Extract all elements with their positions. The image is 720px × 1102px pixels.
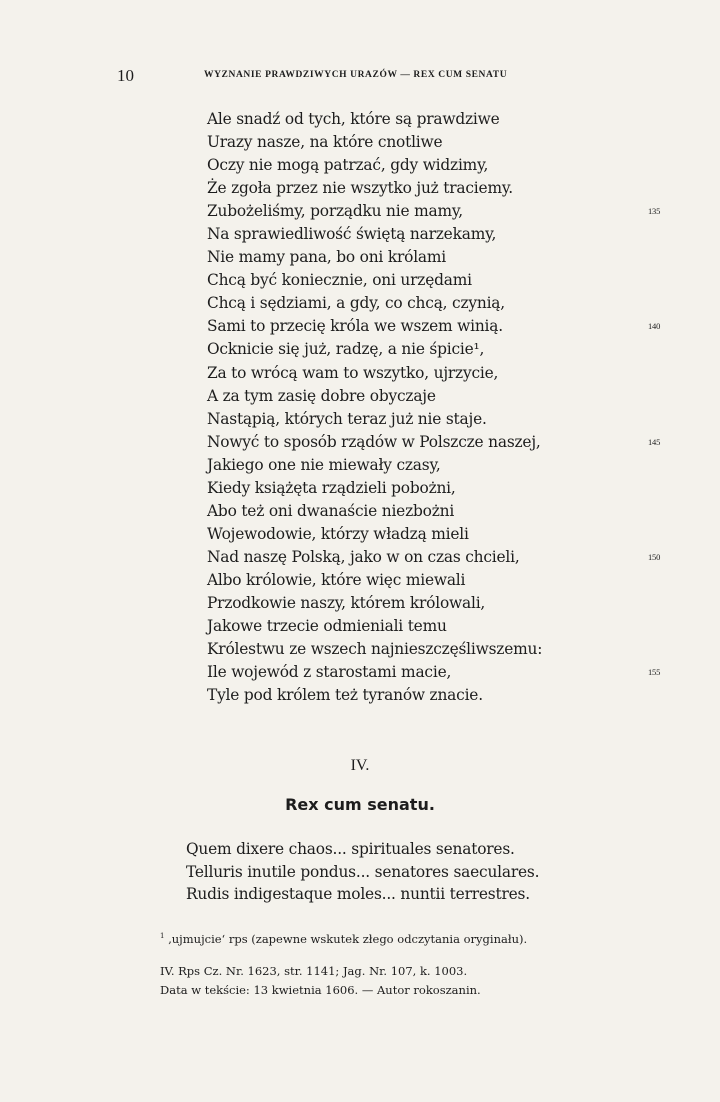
- poem-line: [207, 546, 667, 569]
- poem-line-text: Ile wojewód z starostami macie,: [207, 663, 452, 682]
- poem-line: [207, 569, 667, 592]
- line-number: 145: [648, 436, 661, 447]
- poem-line: [207, 661, 667, 684]
- poem-line-text: Kiedy książęta rządzieli pobożni,: [207, 478, 456, 497]
- poem-line: [207, 292, 667, 315]
- poem-line: [207, 246, 667, 269]
- poem-line-text: Abo też oni dwanaście niezbożni: [207, 501, 455, 520]
- line-number: 135: [648, 206, 661, 217]
- poem-line: [207, 500, 667, 523]
- poem-line-text: Urazy nasze, na które cnotliwe: [207, 133, 443, 152]
- poem-line-text: Nad naszę Polską, jako w on czas chcieli,: [207, 547, 520, 566]
- section-numeral: IV.: [350, 757, 370, 774]
- section-title: Rex cum senatu.: [285, 795, 435, 814]
- page-header: [0, 66, 720, 86]
- poem-line: [207, 362, 667, 385]
- poem-block: [207, 108, 667, 707]
- poem-line-text: Zubożeliśmy, porządku nie mamy,: [207, 202, 463, 221]
- page-number: 10: [117, 66, 134, 85]
- poem-line: [207, 615, 667, 638]
- poem-line: [207, 684, 667, 707]
- footnote-marker: 1: [160, 932, 165, 941]
- poem-line: [207, 638, 667, 661]
- poem-line-text: Ale snadź od tych, które są prawdziwe: [207, 110, 500, 128]
- running-head: WYZNANIE PRAWDZIWYCH URAZÓW — REX CUM SENATU: [204, 70, 508, 80]
- poem-line-text: Nowyć to sposób rządów w Polszcze naszej,: [207, 432, 541, 451]
- poem-line-text: Na sprawiedliwość świętą narzekamy,: [207, 225, 497, 244]
- footnote-text: ‚ujmujcie‘ rps (zapewne wskutek złego odczytania oryginału).: [168, 932, 528, 946]
- line-number: 150: [648, 551, 661, 562]
- poem-line-text: Ocknicie się już, radzę, a nie śpicie¹,: [207, 340, 485, 359]
- latin-line: Rudis indigestaque moles... nuntii terrestres.: [186, 885, 530, 903]
- poem-line: [207, 223, 667, 246]
- poem-line: [207, 385, 667, 408]
- poem-line-text: Chcą i sędziami, a gdy, co chcą, czynią,: [207, 294, 505, 313]
- poem-line-text: Oczy nie mogą patrzać, gdy widzimy,: [207, 156, 489, 175]
- poem-line-text: Wojewodowie, którzy władzą mieli: [207, 524, 469, 543]
- poem-line-text: Nastąpią, których teraz już nie staje.: [207, 409, 487, 428]
- poem-line: [207, 338, 667, 361]
- poem-line: [207, 408, 667, 431]
- poem-line: [207, 431, 667, 454]
- poem-line-text: Że zgoła przez nie wszytko już traciemy.: [207, 179, 513, 198]
- poem-line: [207, 200, 667, 223]
- poem-line-text: A za tym zasię dobre obyczaje: [207, 386, 436, 405]
- poem-line-text: Albo królowie, które więc miewali: [207, 570, 466, 589]
- poem-line-text: Chcą być koniecznie, oni urzędami: [207, 271, 472, 290]
- poem-line: [207, 131, 667, 154]
- poem-line: [207, 177, 667, 200]
- latin-line: Telluris inutile pondus... senatores saeculares.: [186, 862, 540, 881]
- poem-line-text: Jakiego one nie miewały czasy,: [207, 455, 441, 474]
- poem-line: [207, 154, 667, 177]
- poem-line: [207, 523, 667, 546]
- poem-line: [207, 592, 667, 615]
- poem-line-text: Jakowe trzecie odmieniali temu: [207, 617, 447, 636]
- latin-line: Quem dixere chaos... spirituales senatores.: [186, 840, 515, 858]
- footnote: [160, 932, 527, 946]
- source-line: IV. Rps Cz. Nr. 1623, str. 1141; Jag. Nr. 107, k. 1003.: [160, 964, 468, 978]
- poem-line-text: Sami to przecię króla we wszem winią.: [207, 317, 503, 336]
- poem-line-text: Nie mamy pana, bo oni królami: [207, 248, 447, 267]
- poem-line-text: Tyle pod królem też tyranów znacie.: [207, 686, 483, 705]
- latin-epigram: [186, 838, 539, 906]
- source-notes: [160, 962, 481, 1000]
- poem-line: [207, 454, 667, 477]
- line-number: 155: [648, 667, 661, 678]
- poem-line: [207, 269, 667, 292]
- poem-line: [207, 315, 667, 338]
- poem-line: [207, 108, 667, 131]
- source-line: Data w tekście: 13 kwietnia 1606. — Autor rokoszanin.: [160, 983, 481, 997]
- poem-line: [207, 477, 667, 500]
- line-number: 140: [648, 321, 661, 332]
- poem-line-text: Za to wrócą wam to wszytko, ujrzycie,: [207, 363, 499, 382]
- poem-line-text: Królestwu ze wszech najnieszczęśliwszemu:: [207, 640, 543, 659]
- poem-line-text: Przodkowie naszy, którem królowali,: [207, 593, 486, 612]
